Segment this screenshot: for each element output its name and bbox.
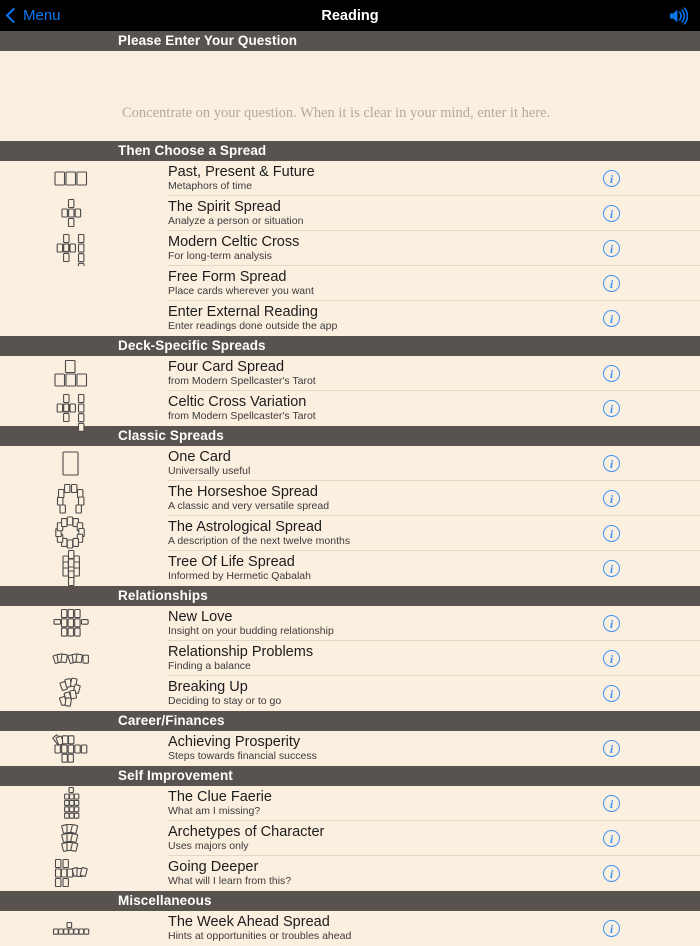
spread-row[interactable]: [0, 911, 700, 946]
three-cards-row-icon: [0, 161, 168, 196]
spread-text: [168, 609, 570, 638]
spread-subtitle: Hints at opportunities or troubles ahead: [168, 930, 352, 942]
spread-title: The Spirit Spread: [168, 199, 281, 215]
spread-icon-empty: [0, 266, 168, 301]
spread-text: [168, 234, 570, 263]
spread-text: [168, 199, 570, 228]
info-cell: [570, 365, 700, 382]
info-icon[interactable]: i: [603, 830, 620, 847]
section-header: Self Improvement: [0, 766, 700, 786]
info-icon[interactable]: i: [603, 685, 620, 702]
spread-title: The Clue Faerie: [168, 789, 272, 805]
info-icon[interactable]: i: [603, 490, 620, 507]
spread-row[interactable]: [0, 551, 700, 586]
cross-five-cards-icon: [0, 196, 168, 231]
info-cell: [570, 525, 700, 542]
info-cell: [570, 685, 700, 702]
spread-row[interactable]: [0, 356, 700, 391]
week-ahead-icon: [0, 911, 168, 946]
spread-subtitle: Universally useful: [168, 465, 251, 477]
spread-subtitle: Steps towards financial success: [168, 750, 317, 762]
question-placeholder: Concentrate on your question. When it is clear in your mind, enter it here.: [122, 105, 551, 121]
spread-group: [0, 606, 700, 711]
tree-of-life-icon: [0, 551, 168, 586]
spread-title: The Horseshoe Spread: [168, 484, 318, 500]
spread-text: [168, 789, 570, 818]
astrological-circle-icon: [0, 516, 168, 551]
spread-row[interactable]: [0, 641, 700, 676]
spread-row[interactable]: [0, 516, 700, 551]
spread-group: [0, 161, 700, 336]
info-cell: [570, 170, 700, 187]
celtic-cross-icon: [0, 231, 168, 266]
navigation-bar: [0, 0, 700, 31]
spread-row[interactable]: [0, 856, 700, 891]
spread-subtitle: Place cards wherever you want: [168, 285, 314, 297]
spread-subtitle: Informed by Hermetic Qabalah: [168, 570, 311, 582]
spread-group: [0, 731, 700, 766]
spread-group: [0, 446, 700, 586]
spread-group: [0, 911, 700, 946]
info-icon[interactable]: i: [603, 525, 620, 542]
spread-subtitle: Insight on your budding relationship: [168, 625, 334, 637]
spread-row[interactable]: [0, 481, 700, 516]
spread-row[interactable]: [0, 161, 700, 196]
info-cell: [570, 240, 700, 257]
info-cell: [570, 650, 700, 667]
info-icon[interactable]: i: [603, 240, 620, 257]
spread-subtitle: For long-term analysis: [168, 250, 272, 262]
section-header-question: Please Enter Your Question: [0, 31, 700, 51]
info-icon[interactable]: i: [603, 615, 620, 632]
archetypes-icon: [0, 821, 168, 856]
spread-row[interactable]: [0, 196, 700, 231]
spread-title: Archetypes of Character: [168, 824, 325, 840]
spread-text: [168, 449, 570, 478]
info-icon[interactable]: i: [603, 795, 620, 812]
info-cell: [570, 490, 700, 507]
spread-row[interactable]: [0, 731, 700, 766]
spread-subtitle: Uses majors only: [168, 840, 249, 852]
info-icon[interactable]: i: [603, 920, 620, 937]
info-cell: [570, 205, 700, 222]
spread-subtitle: Finding a balance: [168, 660, 251, 672]
breaking-up-zigzag-icon: [0, 676, 168, 711]
spread-subtitle: What am I missing?: [168, 805, 261, 817]
section-header: Relationships: [0, 586, 700, 606]
achieving-prosperity-icon: [0, 731, 168, 766]
new-love-grid-icon: [0, 606, 168, 641]
info-cell: [570, 455, 700, 472]
info-cell: [570, 920, 700, 937]
spread-row[interactable]: [0, 446, 700, 481]
spread-row[interactable]: [0, 301, 700, 336]
section-header: Then Choose a Spread: [0, 141, 700, 161]
info-icon[interactable]: i: [603, 365, 620, 382]
spread-title: Relationship Problems: [168, 644, 314, 660]
spread-title: Breaking Up: [168, 679, 248, 695]
spread-text: [168, 164, 570, 193]
spread-title: Celtic Cross Variation: [168, 394, 307, 410]
spread-group: [0, 786, 700, 891]
speaker-button[interactable]: [668, 7, 700, 25]
spread-text: [168, 644, 570, 673]
info-icon[interactable]: i: [603, 205, 620, 222]
spread-title: Free Form Spread: [168, 269, 287, 285]
info-icon[interactable]: i: [603, 310, 620, 327]
spread-sections: [0, 141, 700, 946]
info-cell: [570, 795, 700, 812]
spread-text: [168, 269, 570, 298]
info-icon[interactable]: i: [603, 400, 620, 417]
spread-subtitle: Deciding to stay or to go: [168, 695, 282, 707]
spread-text: [168, 519, 570, 548]
relationship-problems-icon: [0, 641, 168, 676]
spread-text: [168, 304, 570, 333]
info-icon[interactable]: i: [603, 560, 620, 577]
section-header: Career/Finances: [0, 711, 700, 731]
spread-row[interactable]: [0, 676, 700, 711]
spread-text: [168, 359, 570, 388]
spread-title: Four Card Spread: [168, 359, 285, 375]
spread-title: The Astrological Spread: [168, 519, 322, 535]
info-icon[interactable]: i: [603, 865, 620, 882]
spread-row[interactable]: [0, 231, 700, 266]
info-cell: [570, 865, 700, 882]
spread-title: Enter External Reading: [168, 304, 318, 320]
spread-row[interactable]: [0, 786, 700, 821]
info-icon[interactable]: i: [603, 650, 620, 667]
info-cell: [570, 615, 700, 632]
info-cell: [570, 830, 700, 847]
spread-title: New Love: [168, 609, 233, 625]
menu-back-label: Menu: [23, 7, 61, 24]
info-icon[interactable]: i: [603, 170, 620, 187]
spread-icon-empty: [0, 301, 168, 336]
four-card-icon: [0, 356, 168, 391]
info-icon[interactable]: i: [603, 455, 620, 472]
spread-text: [168, 484, 570, 513]
spread-text: [168, 734, 570, 763]
info-cell: [570, 740, 700, 757]
spread-title: Modern Celtic Cross: [168, 234, 300, 250]
spread-subtitle: Enter readings done outside the app: [168, 320, 338, 332]
spread-row[interactable]: [0, 391, 700, 426]
spread-row[interactable]: [0, 606, 700, 641]
spread-title: Going Deeper: [168, 859, 259, 875]
question-input-area[interactable]: [0, 51, 700, 141]
spread-title: Achieving Prosperity: [168, 734, 301, 750]
spread-text: [168, 824, 570, 853]
info-cell: [570, 275, 700, 292]
spread-subtitle: What will I learn from this?: [168, 875, 292, 887]
spread-text: [168, 914, 570, 943]
spread-text: [168, 679, 570, 708]
info-cell: [570, 560, 700, 577]
spread-subtitle: Analyze a person or situation: [168, 215, 304, 227]
section-header: Miscellaneous: [0, 891, 700, 911]
speaker-wave-icon: [668, 7, 690, 25]
spread-title: Tree Of Life Spread: [168, 554, 295, 570]
spread-subtitle: A classic and very versatile spread: [168, 500, 330, 512]
section-header: Classic Spreads: [0, 426, 700, 446]
info-icon[interactable]: i: [603, 740, 620, 757]
spread-subtitle: Metaphors of time: [168, 180, 253, 192]
info-cell: [570, 400, 700, 417]
chevron-left-icon: [6, 8, 22, 24]
spread-title: The Week Ahead Spread: [168, 914, 330, 930]
spread-subtitle: A description of the next twelve months: [168, 535, 351, 547]
clue-faerie-icon: [0, 786, 168, 821]
going-deeper-icon: [0, 856, 168, 891]
spread-group: [0, 356, 700, 426]
spread-subtitle: from Modern Spellcaster's Tarot: [168, 410, 316, 422]
spread-title: Past, Present & Future: [168, 164, 315, 180]
info-icon[interactable]: i: [603, 275, 620, 292]
menu-back-button[interactable]: [0, 7, 61, 24]
section-header: Deck-Specific Spreads: [0, 336, 700, 356]
spread-text: [168, 394, 570, 423]
spread-row[interactable]: [0, 266, 700, 301]
horseshoe-icon: [0, 481, 168, 516]
spread-title: One Card: [168, 449, 231, 465]
spread-row[interactable]: [0, 821, 700, 856]
spread-subtitle: from Modern Spellcaster's Tarot: [168, 375, 316, 387]
page-title: Reading: [321, 7, 379, 24]
spread-text: [168, 554, 570, 583]
celtic-cross-variation-icon: [0, 391, 168, 426]
spread-text: [168, 859, 570, 888]
one-card-icon: [0, 446, 168, 481]
info-cell: [570, 310, 700, 327]
